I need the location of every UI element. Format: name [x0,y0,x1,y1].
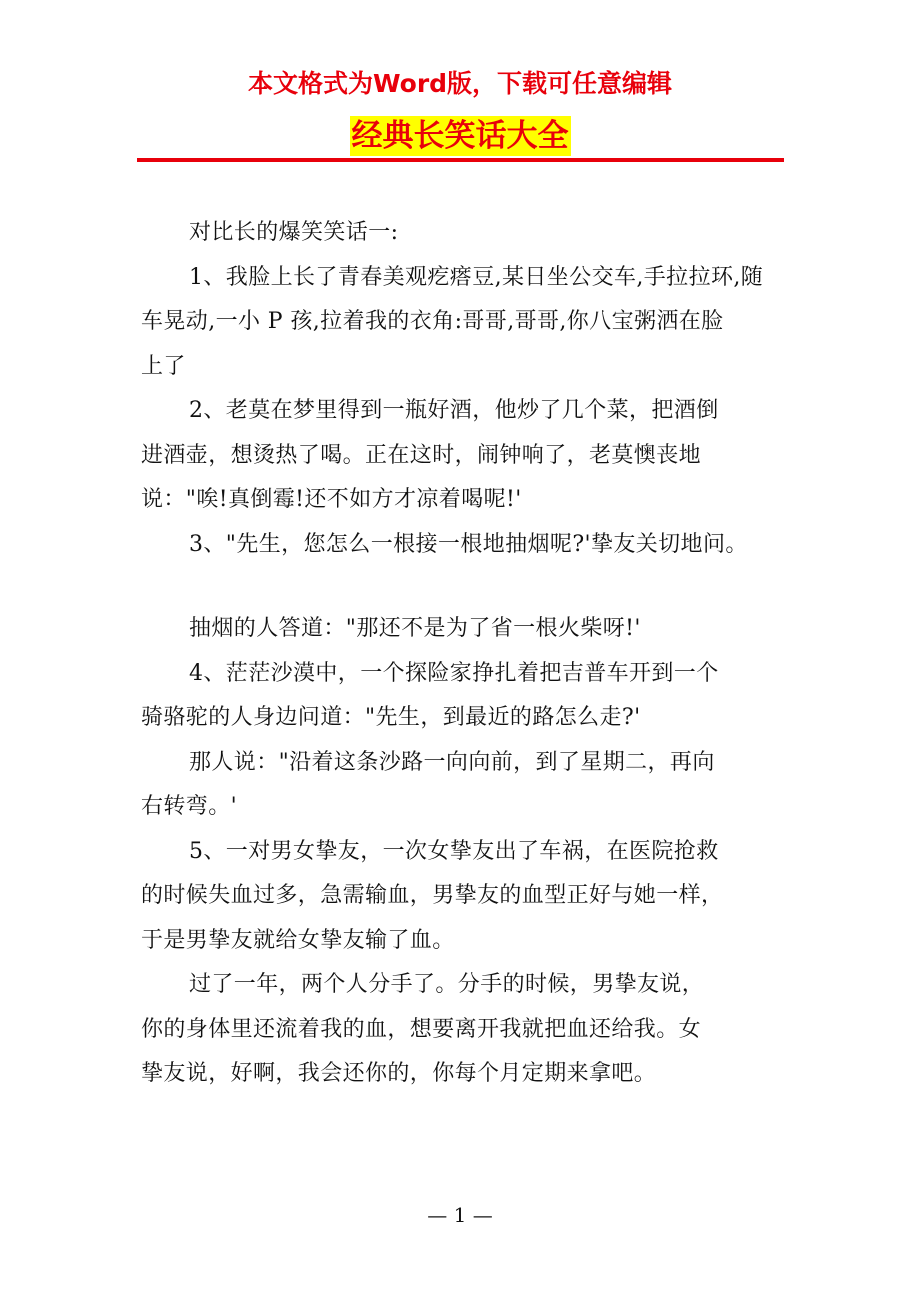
title-container [0,116,920,156]
text-line: 右转弯。' [141,794,238,819]
paragraph [141,523,831,568]
title-rule [137,158,784,162]
page-number: — 1 — [427,1203,493,1227]
paragraph [141,741,831,830]
paragraph [141,607,831,652]
text-line: 1、我脸上长了青春美观疙瘩豆,某日坐公交车,手拉拉环,随 [189,264,764,290]
text-line: 于是男挚友就给女挚友输了血。 [141,927,455,953]
document-body [141,211,831,1097]
text-line: 说："唉!真倒霉!还不如方才凉着喝呢!' [141,487,522,512]
text-line: 挚友说，好啊，我会还你的，你每个月定期来拿吧。 [141,1061,657,1086]
paragraph [141,256,831,390]
text-line: 对比长的爆笑笑话一: [189,220,399,245]
text-line: 的时候失血过多，急需输血，男挚友的血型正好与她一样， [141,883,724,908]
text-line: 那人说："沿着这条沙路一向向前，到了星期二，再向 [189,749,715,775]
document-title: 经典长笑话大全 [351,118,569,154]
paragraph [141,211,831,256]
paragraph [141,652,831,741]
text-line: 4、茫茫沙漠中，一个探险家挣扎着把吉普车开到一个 [189,660,719,686]
text-line: 抽烟的人答道："那还不是为了省一根火柴呀!' [189,616,641,641]
text-line: 骑骆驼的人身边问道："先生，到最近的路怎么走?' [141,705,641,730]
format-notice: 本文格式为Word版，下载可任意编辑 [247,69,673,98]
paragraph [141,389,831,523]
paragraph [141,830,831,964]
text-line: 上了 [141,353,186,379]
paragraph [141,963,831,1097]
text-line: 进酒壶，想烫热了喝。正在这时，闹钟响了，老莫懊丧地 [141,442,702,468]
text-line: 过了一年，两个人分手了。分手的时候，男挚友说， [189,972,705,997]
text-line: 3、"先生，您怎么一根接一根地抽烟呢?'挚友关切地问。 [189,531,748,557]
text-line: 车晃动,一小 P 孩,拉着我的衣角:哥哥,哥哥,你八宝粥洒在脸 [141,309,724,334]
text-line: 5、一对男女挚友，一次女挚友出了车祸，在医院抢救 [189,838,719,864]
text-line: 你的身体里还流着我的血，想要离开我就把血还给我。女 [141,1016,702,1042]
text-line: 2、老莫在梦里得到一瓶好酒，他炒了几个菜，把酒倒 [189,398,719,423]
